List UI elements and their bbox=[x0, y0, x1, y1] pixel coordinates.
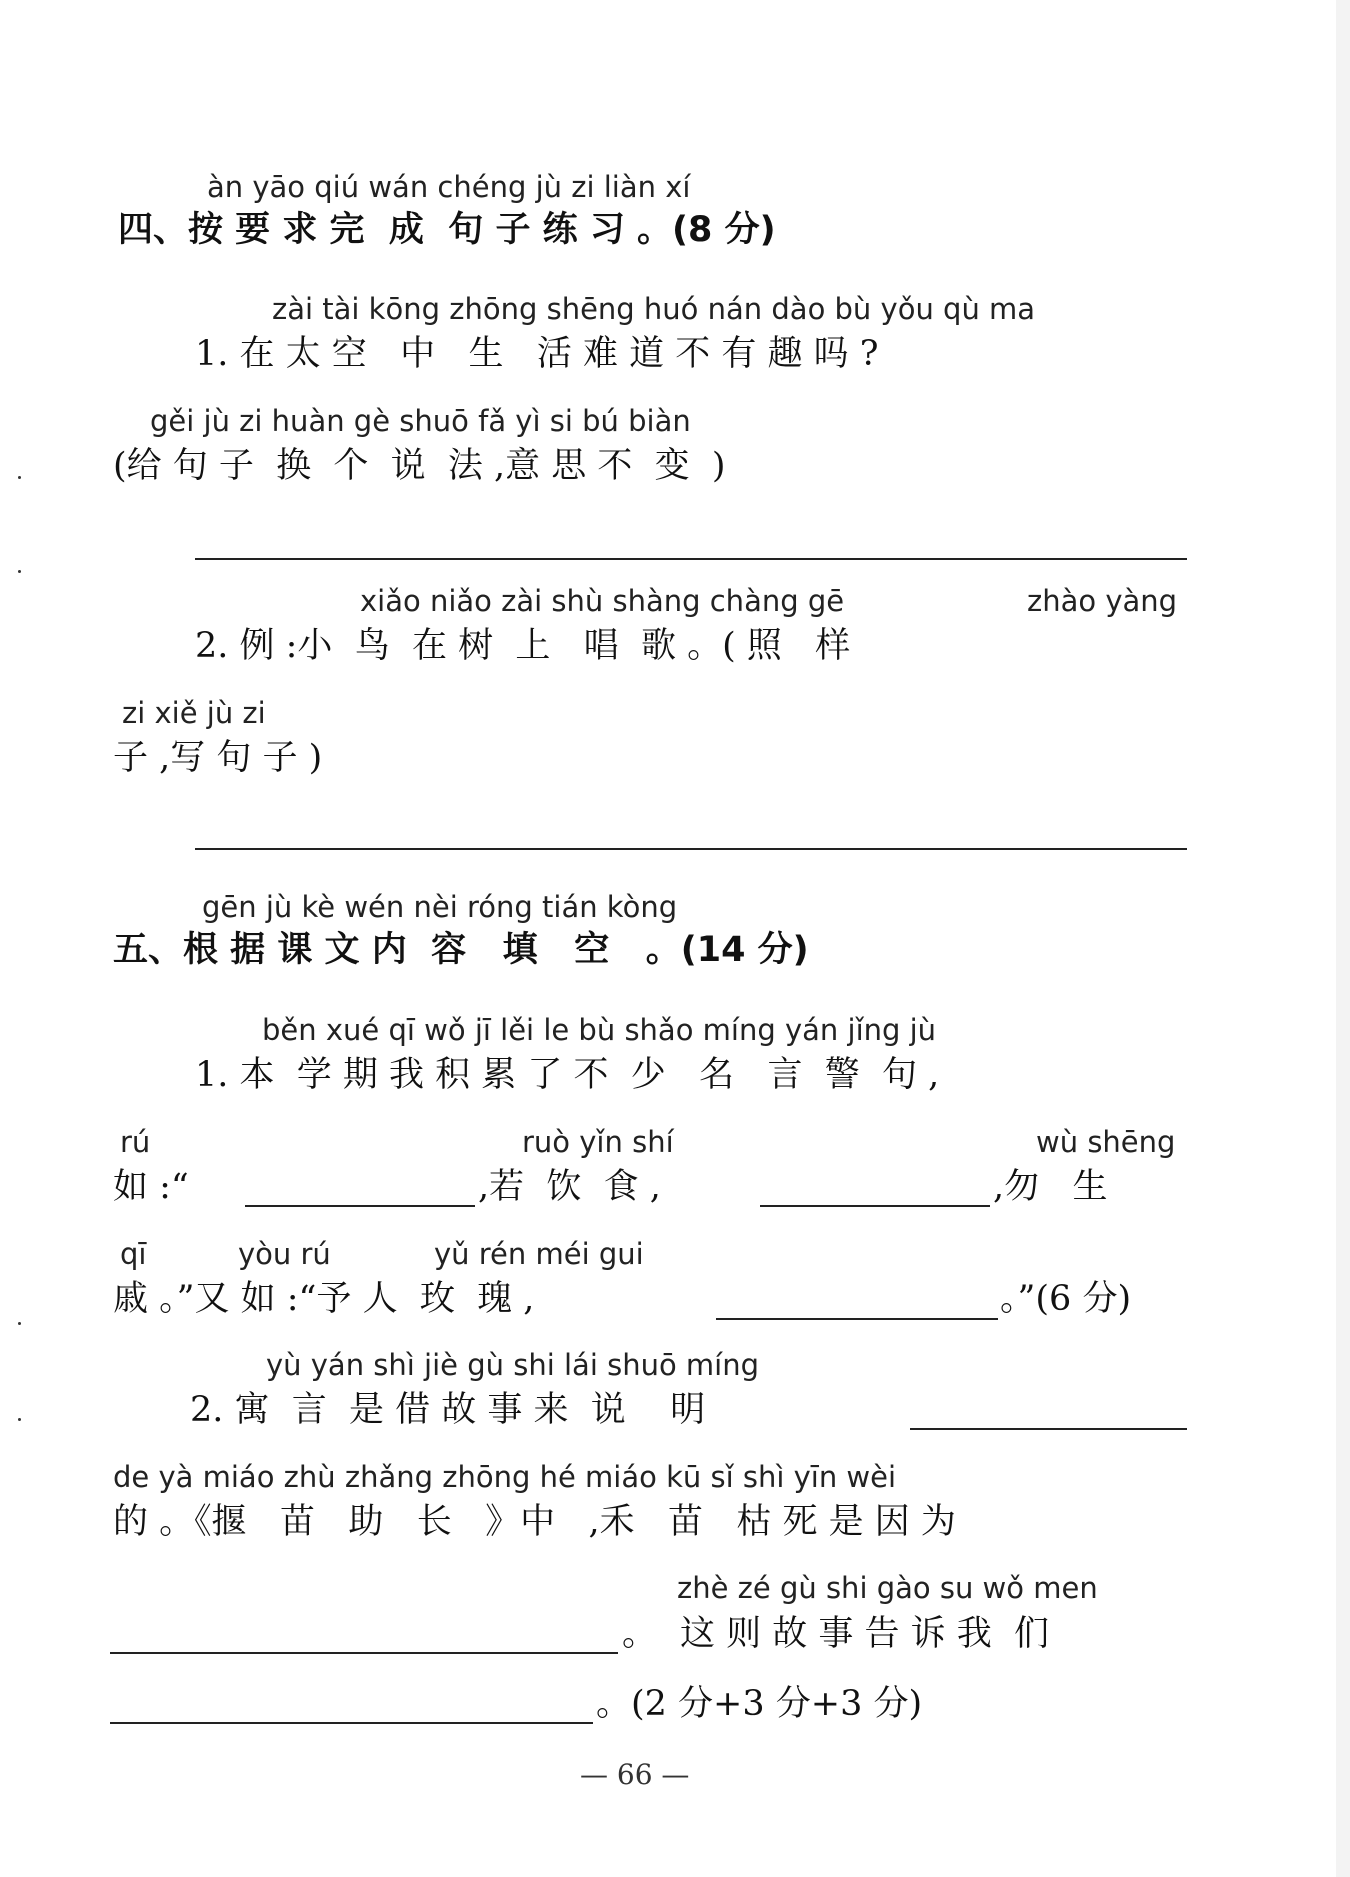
q5-2-text: 2. 寓 言 是 借 故 事 来 说 明 bbox=[190, 1390, 706, 1430]
q5-1-l2-pinyin-b: ruò yǐn shí bbox=[522, 1125, 674, 1159]
q4-2-text: 2. 例 :小 鸟 在 树 上 唱 歌 。( 照 样 bbox=[195, 626, 851, 666]
q5-1-l2-pinyin-c: wù shēng bbox=[1036, 1125, 1176, 1159]
q5-2-l3-dot: 。 bbox=[622, 1614, 658, 1654]
q4-2-pinyin: xiǎo niǎo zài shù shàng chàng gē bbox=[360, 584, 845, 618]
answer-line-5-2-a[interactable] bbox=[910, 1428, 1187, 1430]
q5-2-l2: 的 。《揠 苗 助 长 》中 ,禾 苗 枯 死 是 因 为 bbox=[113, 1502, 956, 1542]
q5-1-l3-pinyin-c: yǔ rén méi gui bbox=[434, 1237, 644, 1271]
q5-1-l3-b: 。”(6 分) bbox=[1000, 1279, 1132, 1319]
section4-title: 四、按 要 求 完 成 句 子 练 习 。(8 分) bbox=[118, 210, 776, 250]
q5-1-l2-a: 如 :“ bbox=[113, 1167, 189, 1207]
q5-2-l3-pinyin: zhè zé gù shi gào su wǒ men bbox=[677, 1571, 1098, 1605]
margin-dot bbox=[18, 1418, 21, 1421]
answer-line-5-1-c[interactable] bbox=[716, 1318, 998, 1320]
q5-1-l3-pinyin-b: yòu rú bbox=[238, 1237, 331, 1271]
q5-2-pinyin: yù yán shì jiè gù shi lái shuō míng bbox=[266, 1348, 760, 1382]
answer-line-4-1[interactable] bbox=[195, 558, 1187, 560]
q4-1-pinyin: zài tài kōng zhōng shēng huó nán dào bù yǒu qù ma bbox=[272, 292, 1036, 326]
page-number: — 66 — bbox=[580, 1758, 690, 1791]
answer-line-5-1-a[interactable] bbox=[245, 1205, 475, 1207]
q4-1-instruction: (给 句 子 换 个 说 法 ,意 思 不 变 ) bbox=[113, 446, 726, 486]
section5-title-pinyin: gēn jù kè wén nèi róng tián kòng bbox=[202, 890, 678, 924]
margin-dot bbox=[18, 570, 21, 573]
margin-dot bbox=[18, 476, 21, 479]
q4-2-pinyin-2: zhào yàng bbox=[1027, 584, 1178, 618]
q5-2-l3: 这 则 故 事 告 诉 我 们 bbox=[680, 1614, 1050, 1654]
section4-title-pinyin: àn yāo qiú wán chéng jù zi liàn xí bbox=[207, 170, 691, 204]
answer-line-5-2-b[interactable] bbox=[110, 1652, 618, 1654]
q5-1-pinyin: běn xué qī wǒ jī lěi le bù shǎo míng yán jǐng jù bbox=[262, 1013, 937, 1047]
q5-2-l4: 。(2 分+3 分+3 分) bbox=[596, 1684, 923, 1724]
q5-1-l3-pinyin-a: qī bbox=[120, 1237, 147, 1271]
q4-1-text: 1. 在 太 空 中 生 活 难 道 不 有 趣 吗 ? bbox=[195, 334, 879, 374]
q5-1-l2-b: ,若 饮 食 , bbox=[478, 1167, 661, 1207]
answer-line-5-2-c[interactable] bbox=[110, 1722, 593, 1724]
q4-2-cont-pinyin: zi xiě jù zi bbox=[122, 696, 266, 730]
q5-2-l2-pinyin: de yà miáo zhù zhǎng zhōng hé miáo kū sǐ shì yīn wèi bbox=[113, 1460, 897, 1494]
q5-1-l3-a: 戚 。”又 如 :“予 人 玫 瑰 , bbox=[113, 1279, 535, 1319]
answer-line-5-1-b[interactable] bbox=[760, 1205, 990, 1207]
q5-1-l2-pinyin-a: rú bbox=[120, 1125, 151, 1159]
answer-line-4-2[interactable] bbox=[195, 848, 1187, 850]
margin-dot bbox=[18, 1322, 21, 1325]
q5-1-text: 1. 本 学 期 我 积 累 了 不 少 名 言 警 句 , bbox=[195, 1055, 940, 1095]
q5-1-l2-c: ,勿 生 bbox=[993, 1167, 1108, 1207]
section5-title: 五、根 据 课 文 内 容 填 空 。(14 分) bbox=[113, 930, 809, 970]
q4-2-cont: 子 ,写 句 子 ) bbox=[113, 738, 323, 778]
q4-1-instruction-pinyin: gěi jù zi huàn gè shuō fǎ yì si bú biàn bbox=[150, 404, 691, 438]
